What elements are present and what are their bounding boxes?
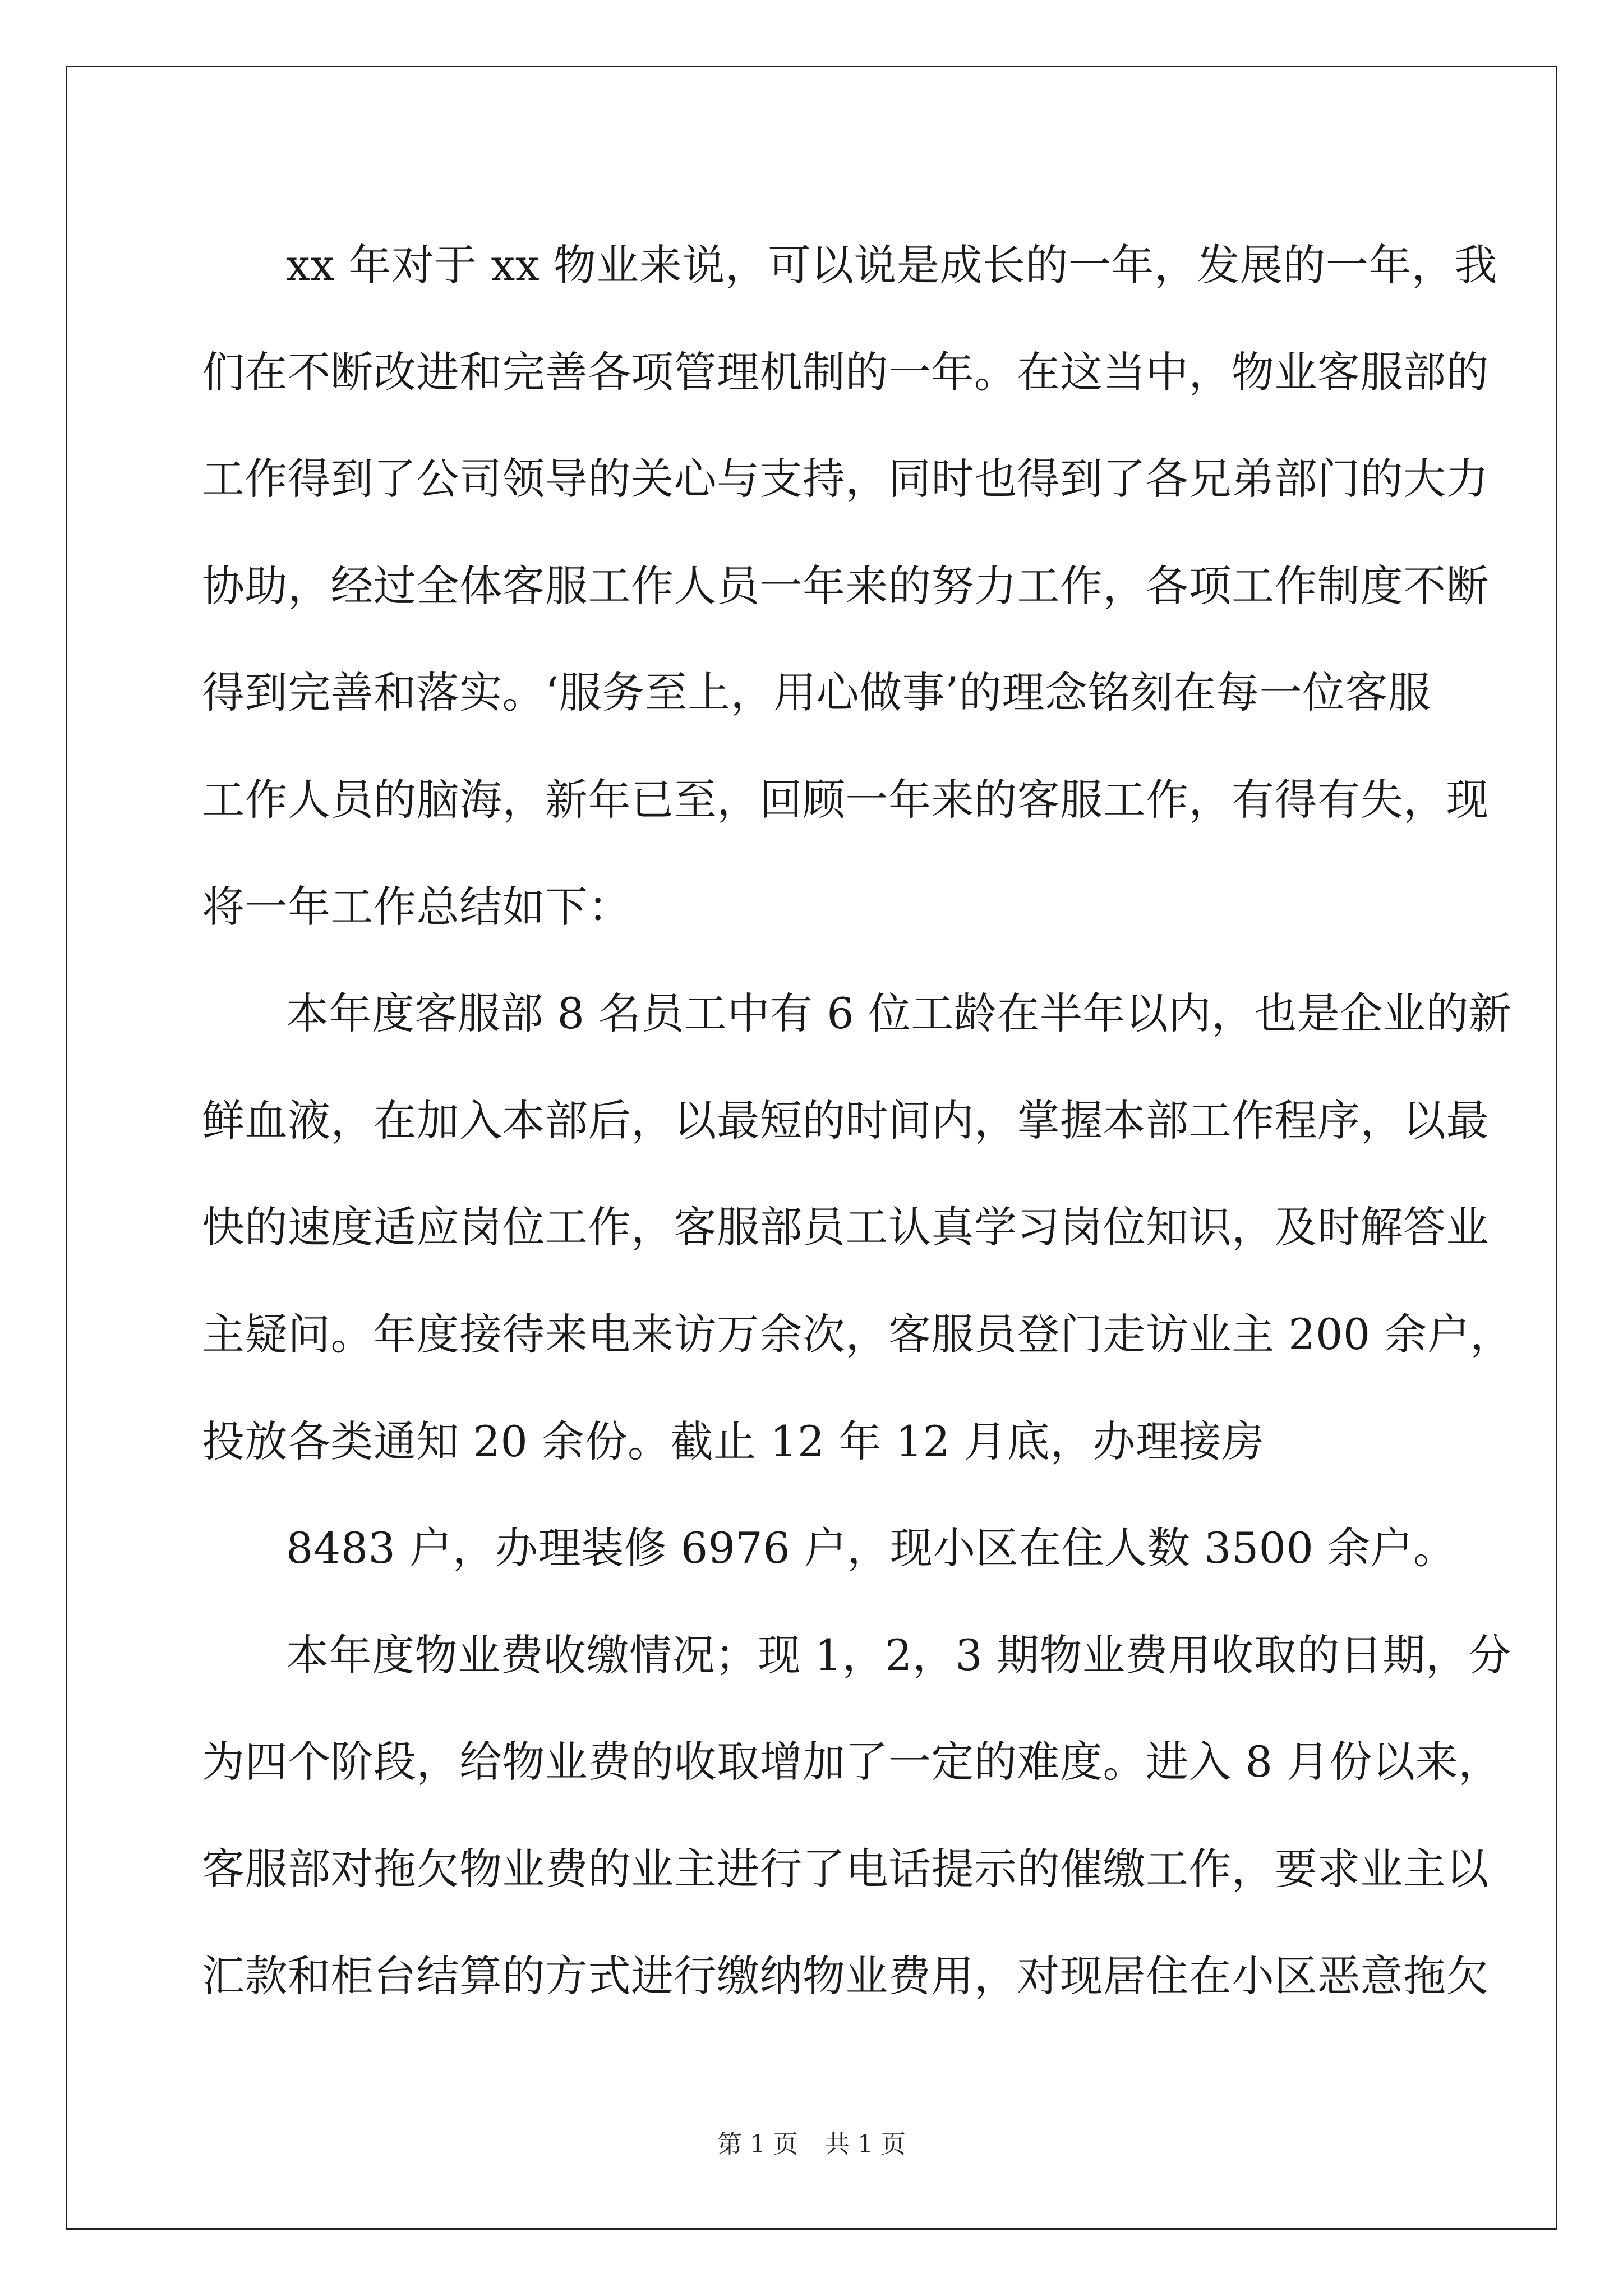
- text-line-15: 为四个阶段，给物业费的收取增加了一定的难度。进入 8 月份以来，: [202, 1737, 1501, 1787]
- text-line-14: 本年度物业费收缴情况；现 1，2，3 期物业费用收取的日期，分: [286, 1630, 1511, 1680]
- text-line-4: 协助，经过全体客服工作人员一年来的努力工作，各项工作制度不断: [202, 560, 1489, 611]
- text-line-16: 客服部对拖欠物业费的业主进行了电话提示的催缴工作，要求业主以: [202, 1843, 1489, 1894]
- text-line-2: 们在不断改进和完善各项管理机制的一年。在这当中，物业客服部的: [202, 347, 1489, 397]
- text-line-3: 工作得到了公司领导的关心与支持，同时也得到了各兄弟部门的大力: [202, 454, 1489, 504]
- text-line-12: 投放各类通知 20 余份。截止 12 年 12 月底，办理接房: [202, 1416, 1265, 1466]
- text-line-5: 得到完善和落实。‘服务至上，用心做事’的理念铭刻在每一位客服: [202, 668, 1431, 718]
- text-line-8: 本年度客服部 8 名员工中有 6 位工龄在半年以内，也是企业的新: [286, 988, 1512, 1039]
- text-line-9: 鲜血液，在加入本部后，以最短的时间内，掌握本部工作程序，以最: [202, 1095, 1489, 1145]
- text-line-10: 快的速度适应岗位工作，客服部员工认真学习岗位知识，及时解答业: [202, 1202, 1489, 1253]
- text-line-11: 主疑问。年度接待来电来访万余次，客服员登门走访业主 200 余户，: [202, 1309, 1513, 1359]
- text-line-7: 将一年工作总结如下：: [202, 881, 631, 932]
- document-body: [202, 212, 1513, 2030]
- page-number-total: 共 1 页: [825, 2130, 906, 2159]
- page-footer: [0, 2128, 1623, 2161]
- text-line-17: 汇款和柜台结算的方式进行缴纳物业费用，对现居住在小区恶意拖欠: [202, 1950, 1489, 2001]
- text-line-1: xx 年对于 xx 物业来说，可以说是成长的一年，发展的一年，我: [286, 240, 1497, 290]
- text-line-13: 8483 户，办理装修 6976 户，现小区在住人数 3500 余户。: [286, 1523, 1456, 1573]
- text-line-6: 工作人员的脑海，新年已至，回顾一年来的客服工作，有得有失，现: [202, 774, 1489, 825]
- page-number-current: 第 1 页: [717, 2130, 798, 2159]
